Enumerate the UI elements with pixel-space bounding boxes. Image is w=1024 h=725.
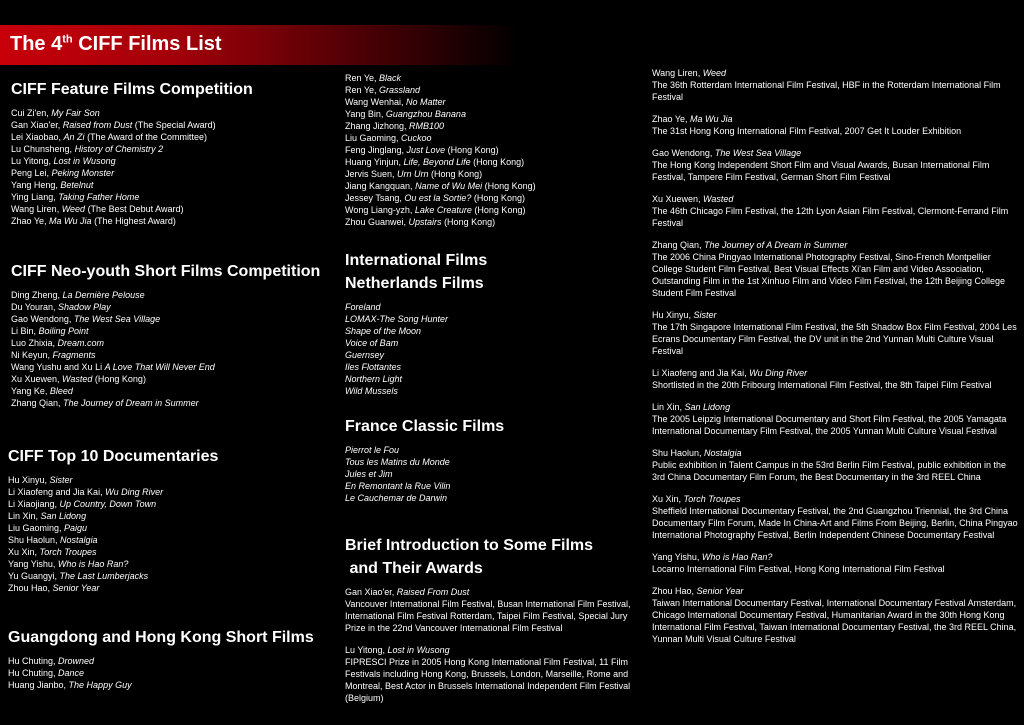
- director-name: Zhao Ye,: [652, 114, 691, 124]
- director-name: Li Xiaofeng and Jia Kai,: [8, 487, 106, 497]
- film-title: Who is Hao Ran?: [57, 559, 129, 569]
- award-entry-title: [345, 644, 645, 656]
- award-entry: [652, 367, 1018, 391]
- film-title: Upstairs: [408, 217, 442, 227]
- director-name: Yang Bin,: [345, 109, 386, 119]
- section-heading: CIFF Neo-youth Short Films Competition: [11, 263, 321, 280]
- director-name: Yu Guangyi,: [8, 571, 60, 581]
- director-name: Zhao Ye,: [11, 216, 50, 226]
- list-item: [345, 108, 645, 120]
- film-title: Wasted: [703, 194, 734, 204]
- film-title: Dream.com: [57, 338, 105, 348]
- film-title: Who is Hao Ran?: [701, 552, 773, 562]
- award-entry-title: [652, 447, 1018, 459]
- section-guangdong-hk: [8, 626, 338, 691]
- list-item: [345, 180, 645, 192]
- director-name: Xu Xuewen,: [652, 194, 704, 204]
- director-name: Yang Ke,: [11, 386, 50, 396]
- film-list: [345, 301, 645, 397]
- film-title: The Journey of A Dream in Summer: [704, 240, 848, 250]
- award-note: (The Highest Award): [91, 216, 176, 226]
- film-title: Grassland: [379, 85, 421, 95]
- film-title: La Dernière Pelouse: [62, 290, 145, 300]
- award-note: (Hong Kong): [428, 169, 483, 179]
- film-title: Lost in Wusong: [53, 156, 116, 166]
- award-description: Locarno International Film Festival, Hong Kong International Film Festival: [652, 564, 945, 574]
- award-note: (Hong Kong): [92, 374, 146, 384]
- list-item: [8, 655, 338, 667]
- film-title: Pierrot le Fou: [345, 445, 400, 455]
- film-title: Senior Year: [52, 583, 100, 593]
- film-title: My Fair Son: [51, 108, 100, 118]
- film-title: The West Sea Village: [73, 314, 161, 324]
- director-name: Wang Liren,: [652, 68, 703, 78]
- list-item: [11, 215, 331, 227]
- film-title: Northern Light: [345, 374, 403, 384]
- director-name: Ding Zheng,: [11, 290, 63, 300]
- section-feature-films: [11, 78, 331, 227]
- award-entry: [652, 401, 1018, 437]
- film-title: Wu Ding River: [105, 487, 164, 497]
- film-title: Guernsey: [345, 350, 385, 360]
- award-description: The 46th Chicago Film Festival, the 12th Lyon Asian Film Festival, Clermont-Ferrand Film Festival: [652, 206, 1009, 228]
- section-heading: International Films: [345, 252, 488, 269]
- list-item: [345, 120, 645, 132]
- director-name: Hu Chuting,: [8, 668, 59, 678]
- film-title: No Matter: [406, 97, 446, 107]
- list-item: [345, 216, 645, 228]
- award-description: The 2006 China Pingyao International Photography Festival, Sino-French Montpellier College Student Film Festival, Best Visual Effects Xi'an Film and Video Association, Outstanding Film in the 1st Xinhuo Film and Video Film Festival, the 12th Beijing College Student Film Festival: [652, 252, 1006, 298]
- director-name: Yang Yishu,: [8, 559, 58, 569]
- award-note: (The Award of the Committee): [84, 132, 207, 142]
- film-title: Torch Troupes: [683, 494, 741, 504]
- award-entry-title: [652, 585, 1018, 597]
- film-title: Ma Wu Jia: [690, 114, 733, 124]
- award-entry-title: [652, 401, 1018, 413]
- section-top-documentaries: [8, 445, 328, 594]
- film-list: [11, 107, 331, 227]
- director-name: Lu Yitong,: [11, 156, 54, 166]
- title-banner: [0, 25, 520, 65]
- section-heading: Guangdong and Hong Kong Short Films: [8, 629, 314, 646]
- director-name: Ren Ye,: [345, 73, 380, 83]
- film-title: Peking Monster: [51, 168, 115, 178]
- list-item: [11, 155, 331, 167]
- list-item: [345, 72, 645, 84]
- list-item: [11, 143, 331, 155]
- award-entry-title: [652, 309, 1018, 321]
- list-item: [345, 168, 645, 180]
- section-subheading: and Their Awards: [345, 560, 483, 577]
- director-name: Lei Xiaobao,: [11, 132, 64, 142]
- director-name: Gan Xiao'er,: [345, 587, 397, 597]
- list-item: [345, 192, 645, 204]
- director-name: Zhang Qian,: [11, 398, 64, 408]
- award-note: (Hong Kong): [482, 181, 536, 191]
- film-title: Nostalgia: [704, 448, 742, 458]
- film-title: The Happy Guy: [68, 680, 132, 690]
- film-title: Wild Mussels: [345, 386, 398, 396]
- film-list: [345, 444, 645, 504]
- film-title: Up Country, Down Town: [59, 499, 157, 509]
- film-title: Torch Troupes: [39, 547, 97, 557]
- award-note: (Hong Kong): [470, 157, 525, 167]
- film-list: [8, 655, 338, 691]
- director-name: Li Bin,: [11, 326, 39, 336]
- section-international-films: [345, 249, 645, 397]
- director-name: Shu Haolun,: [8, 535, 61, 545]
- director-name: Gao Wendong,: [652, 148, 715, 158]
- director-name: Xu Xuewen,: [11, 374, 63, 384]
- film-title: Life, Beyond Life: [403, 157, 471, 167]
- director-name: Lu Chunsheng,: [11, 144, 75, 154]
- director-name: Jervis Suen,: [345, 169, 398, 179]
- section-heading: CIFF Top 10 Documentaries: [8, 448, 219, 465]
- award-entry: [345, 586, 645, 634]
- award-description: The 31st Hong Kong International Film Festival, 2007 Get It Louder Exhibition: [652, 126, 962, 136]
- director-name: Zhou Hao,: [8, 583, 53, 593]
- award-description: Public exhibition in Talent Campus in the 53rd Berlin Film Festival, public exhibition in the 3rd China Documentary Film Forum, the Best Documentary in the 3rd REEL China: [652, 460, 1007, 482]
- award-entry: [652, 193, 1018, 229]
- award-note: (Hong Kong): [441, 217, 496, 227]
- film-title: Sister: [693, 310, 717, 320]
- film-title: Nostalgia: [60, 535, 98, 545]
- director-name: Wang Yushu and Xu Li: [11, 362, 105, 372]
- award-entry: [652, 113, 1018, 137]
- list-item: [345, 144, 645, 156]
- film-title: History of Chemistry 2: [74, 144, 164, 154]
- film-title: Tous les Matins du Monde: [345, 457, 450, 467]
- film-title: Black: [379, 73, 402, 83]
- director-name: Zhang Qian,: [652, 240, 705, 250]
- director-name: Luo Zhixia,: [11, 338, 58, 348]
- list-item: [8, 679, 338, 691]
- list-item: [11, 325, 341, 337]
- film-title: Wasted: [62, 374, 93, 384]
- award-entry: [652, 447, 1018, 483]
- director-name: Ni Keyun,: [11, 350, 53, 360]
- award-description: FIPRESCI Prize in 2005 Hong Kong International Film Festival, 11 Film Festivals including Hong Kong, Brussels, London, Marseille, Rome and Montreal, Best Actor in Brussels International Independent Film Festival (Belgium): [345, 657, 631, 703]
- award-description: The 36th Rotterdam International Film Festival, HBF in the Rotterdam International Film Festival: [652, 80, 1001, 102]
- section-neo-youth: [11, 260, 341, 409]
- award-entry: [345, 644, 645, 704]
- film-title: Ou est la Sortie?: [404, 193, 472, 203]
- director-name: Jessey Tsang,: [345, 193, 405, 203]
- award-note: (Hong Kong): [471, 193, 525, 203]
- list-item: [8, 486, 328, 498]
- film-title: Iles Flottantes: [345, 362, 402, 372]
- film-title: Shape of the Moon: [345, 326, 422, 336]
- award-entry-title: [345, 586, 645, 598]
- film-title: A Love That Will Never End: [104, 362, 215, 372]
- list-item: [8, 667, 338, 679]
- award-description: Sheffield International Documentary Festival, the 2nd Guangzhou Triennial, the 3rd China Documentary Film Forum, Made In China-Art and Films From Beijing, Berlin, China Pingyao International Photography Festival, Berlin Independent Chinese Documentary Festival: [652, 506, 1018, 540]
- director-name: Jiang Kangquan,: [345, 181, 416, 191]
- list-item: [345, 132, 645, 144]
- director-name: Yang Yishu,: [652, 552, 702, 562]
- list-item: [8, 570, 328, 582]
- award-description: Shortlisted in the 20th Fribourg International Film Festival, the 8th Taipei Film Festival: [652, 380, 992, 390]
- award-entry: [652, 585, 1018, 645]
- director-name: Lin Xin,: [8, 511, 41, 521]
- list-item: [11, 167, 331, 179]
- award-entry: [652, 493, 1018, 541]
- list-item: [11, 179, 331, 191]
- film-title: RMB100: [409, 121, 445, 131]
- director-name: Ren Ye,: [345, 85, 380, 95]
- film-title: Lake Creature: [414, 205, 472, 215]
- list-item: [345, 156, 645, 168]
- director-name: Hu Xinyu,: [8, 475, 50, 485]
- award-entry-title: [652, 67, 1018, 79]
- film-title: San Lidong: [40, 511, 87, 521]
- list-item: [8, 522, 328, 534]
- director-name: Li Xiaojiang,: [8, 499, 60, 509]
- film-title: Dance: [58, 668, 85, 678]
- award-note: (The Best Debut Award): [85, 204, 184, 214]
- section-france-classic: [345, 415, 645, 504]
- award-description: The 2005 Leipzig International Documentary and Short Film Festival, the 2005 Yamagata International Documentary Film Festival, the 2005 Yunnan Multi Culture Visual Festival: [652, 414, 1007, 436]
- film-title: Urn Urn: [397, 169, 429, 179]
- director-name: Wang Wenhai,: [345, 97, 407, 107]
- film-title: En Remontant la Rue Vilin: [345, 481, 451, 491]
- film-list: [11, 289, 341, 409]
- film-title: Cuckoo: [401, 133, 432, 143]
- film-title: Sister: [49, 475, 73, 485]
- film-title: LOMAX-The Song Hunter: [345, 314, 449, 324]
- film-title: Shadow Play: [58, 302, 111, 312]
- film-title: Lost in Wusong: [387, 645, 450, 655]
- list-item: [11, 191, 331, 203]
- film-title: Ma Wu Jia: [49, 216, 92, 226]
- film-title: Senior Year: [696, 586, 744, 596]
- director-name: Xu Xin,: [8, 547, 40, 557]
- director-name: Shu Haolun,: [652, 448, 705, 458]
- director-name: Feng Jinglang,: [345, 145, 407, 155]
- section-heading: Brief Introduction to Some Films: [345, 537, 594, 554]
- list-item: [11, 313, 341, 325]
- award-description: Vancouver International Film Festival, Busan International Film Festival, International Film Festival Rotterdam, Taipei Film Festival, Special Jury Prize in the 22nd Vancouver International Film Festival: [345, 599, 631, 633]
- film-title: Voice of Bam: [345, 338, 399, 348]
- list-item: [8, 474, 328, 486]
- award-entry: [652, 309, 1018, 357]
- film-title: Raised from Dust: [62, 120, 133, 130]
- list-item: [11, 349, 341, 361]
- award-description: Taiwan International Documentary Festival, International Documentary Festival Amsterdam, Chicago International Documentary Festival, Humanitarian Award in the 30th Hong Kong International Film Festival, Taiwan International Documentary Festival, the 3rd REEL China, Yunnan Multi Visual Culture Festival: [652, 598, 1017, 644]
- award-entry-title: [652, 493, 1018, 505]
- film-title: San Lidong: [684, 402, 731, 412]
- film-title: Fragments: [52, 350, 96, 360]
- section-heading: CIFF Feature Films Competition: [11, 81, 253, 98]
- section-feature-continued: [345, 72, 645, 228]
- director-name: Liu Gaoming,: [345, 133, 402, 143]
- director-name: Yang Heng,: [11, 180, 61, 190]
- director-name: Hu Xinyu,: [652, 310, 694, 320]
- film-title: Weed: [61, 204, 86, 214]
- list-item: [11, 203, 331, 215]
- award-entry-title: [652, 367, 1018, 379]
- film-title: Raised From Dust: [396, 587, 470, 597]
- award-list: [652, 67, 1018, 645]
- director-name: Wang Liren,: [11, 204, 62, 214]
- director-name: Zhou Hao,: [652, 586, 697, 596]
- film-title: Le Cauchemar de Darwin: [345, 493, 448, 503]
- film-title: Bleed: [49, 386, 73, 396]
- list-item: [11, 337, 341, 349]
- list-item: [11, 373, 341, 385]
- film-title: Jules et Jim: [345, 469, 393, 479]
- section-heading: France Classic Films: [345, 418, 505, 435]
- list-item: [8, 546, 328, 558]
- page-title: The 4th CIFF Films List: [10, 33, 222, 55]
- director-name: Zhang Jizhong,: [345, 121, 410, 131]
- film-title: Betelnut: [60, 180, 94, 190]
- list-item: [11, 289, 341, 301]
- award-entry: [652, 239, 1018, 299]
- award-entry-title: [652, 193, 1018, 205]
- award-entry: [652, 147, 1018, 183]
- list-item: [11, 397, 341, 409]
- award-note: (Hong Kong): [471, 205, 526, 215]
- director-name: Cui Zi'en,: [11, 108, 52, 118]
- film-title: Paigu: [64, 523, 88, 533]
- film-title: Weed: [702, 68, 727, 78]
- film-title: Just Love: [406, 145, 446, 155]
- film-title: The Last Lumberjacks: [59, 571, 149, 581]
- film-title: Wu Ding River: [749, 368, 808, 378]
- list-item: [345, 96, 645, 108]
- film-title: Name of Wu Mei: [415, 181, 483, 191]
- list-item: [8, 558, 328, 570]
- list-item: [8, 510, 328, 522]
- director-name: Ying Liang,: [11, 192, 59, 202]
- director-name: Du Youran,: [11, 302, 59, 312]
- award-entry-title: [652, 113, 1018, 125]
- director-name: Hu Chuting,: [8, 656, 59, 666]
- director-name: Xu Xin,: [652, 494, 684, 504]
- list-item: [11, 131, 331, 143]
- award-entry-title: [652, 239, 1018, 251]
- director-name: Huang Yinjun,: [345, 157, 404, 167]
- list-item: [345, 84, 645, 96]
- list-item: [8, 582, 328, 594]
- film-title: The Journey of Dream in Summer: [63, 398, 199, 408]
- award-entry: [652, 67, 1018, 103]
- section-brief-intro-continued: [652, 67, 1018, 655]
- film-title: Guangzhou Banana: [385, 109, 466, 119]
- film-list: [8, 474, 328, 594]
- award-note: (Hong Kong): [445, 145, 499, 155]
- award-description: The 17th Singapore International Film Festival, the 5th Shadow Box Film Festival, 2004 Les Ecrans Documentary Film Festival, the DV unit in the 2nd Yunnan Multi Culture Visual Festival: [652, 322, 1017, 356]
- director-name: Peng Lei,: [11, 168, 52, 178]
- award-list: [345, 586, 645, 704]
- film-title: The West Sea Village: [714, 148, 802, 158]
- film-title: Taking Father Home: [58, 192, 140, 202]
- director-name: Gao Wendong,: [11, 314, 74, 324]
- director-name: Li Xiaofeng and Jia Kai,: [652, 368, 750, 378]
- director-name: Wong Liang-yzh,: [345, 205, 415, 215]
- film-title: Foreland: [345, 302, 381, 312]
- award-note: (The Special Award): [132, 120, 216, 130]
- director-name: Zhou Guanwei,: [345, 217, 409, 227]
- film-list: [345, 72, 645, 228]
- award-entry-title: [652, 147, 1018, 159]
- section-brief-intro: [345, 534, 645, 714]
- director-name: Gan Xiao'er,: [11, 120, 63, 130]
- film-title: An Zi: [63, 132, 85, 142]
- award-description: The Hong Kong Independent Short Film and Visual Awards, Busan International Film Festival, Tampere Film Festival, German Short Film Festival: [652, 160, 990, 182]
- award-entry: [652, 551, 1018, 575]
- list-item: [8, 534, 328, 546]
- section-subheading: Netherlands Films: [345, 275, 484, 292]
- list-item: [345, 204, 645, 216]
- list-item: [11, 119, 331, 131]
- award-entry-title: [652, 551, 1018, 563]
- list-item: [8, 498, 328, 510]
- director-name: Huang Jianbo,: [8, 680, 69, 690]
- list-item: [11, 107, 331, 119]
- director-name: Lu Yitong,: [345, 645, 388, 655]
- film-title: Boiling Point: [38, 326, 89, 336]
- list-item: [11, 301, 341, 313]
- film-title: Drowned: [58, 656, 95, 666]
- list-item: [11, 385, 341, 397]
- director-name: Lin Xin,: [652, 402, 685, 412]
- list-item: [11, 361, 341, 373]
- director-name: Liu Gaoming,: [8, 523, 65, 533]
